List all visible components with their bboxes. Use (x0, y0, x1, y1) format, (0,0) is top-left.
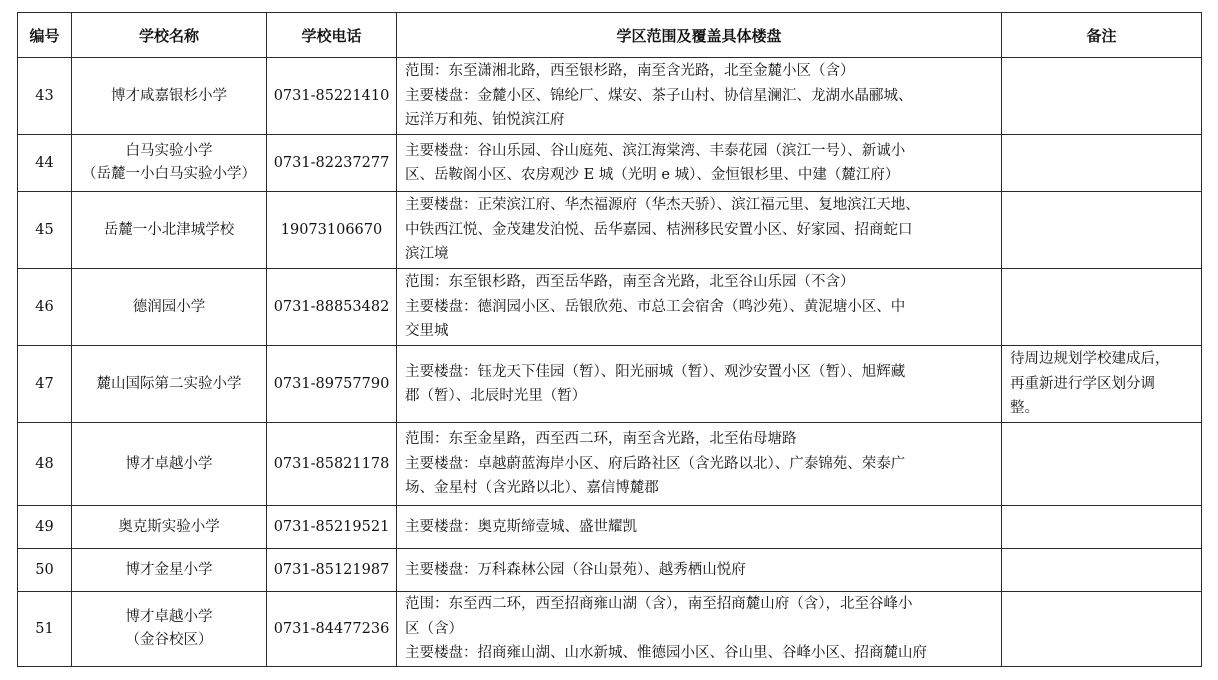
table-row (18, 423, 1202, 506)
header-district-scope: 学区范围及覆盖具体楼盘 (397, 13, 1002, 58)
scope-line: 范围：东至银杉路，西至岳华路，南至含光路，北至谷山乐园（不含） (405, 274, 855, 291)
school-name (72, 549, 267, 592)
district-scope (397, 549, 1002, 592)
school-name-line: 博才咸嘉银杉小学 (111, 87, 227, 104)
district-scope (397, 269, 1002, 346)
district-scope (397, 192, 1002, 269)
school-name (72, 58, 267, 135)
school-name-line: 白马实验小学 (125, 143, 213, 159)
scope-line: 远洋万和苑、铂悦滨江府 (405, 112, 565, 129)
school-phone: 19073106670 (267, 192, 397, 269)
header-number: 编号 (18, 13, 72, 58)
school-phone: 0731-88853482 (267, 269, 397, 346)
school-name (72, 346, 267, 423)
school-name (72, 269, 267, 346)
district-scope (397, 346, 1002, 423)
school-name-line: 德润园小学 (132, 298, 206, 315)
remarks-cell (1002, 269, 1202, 346)
header-school-phone: 学校电话 (267, 13, 397, 58)
school-name (72, 506, 267, 549)
scope-line: 区、岳鞍阁小区、农房观沙 E 城（光明 e 城）、金恒银杉里、中建（麓江府） (405, 167, 900, 183)
school-phone: 0731-85221410 (267, 58, 397, 135)
row-number: 44 (18, 135, 72, 192)
row-number: 43 (18, 58, 72, 135)
scope-line: 滨江境 (405, 246, 449, 263)
row-number: 46 (18, 269, 72, 346)
scope-line: 主要楼盘：卓越蔚蓝海岸小区、府后路社区（含光路以北）、广泰锦苑、荣泰广 (405, 455, 906, 472)
table-row (18, 346, 1202, 423)
scope-line: 主要楼盘：万科森林公园（谷山景苑）、越秀栖山悦府 (405, 561, 746, 578)
school-name-line: （岳麓一小白马实验小学） (82, 166, 256, 182)
scope-line: 主要楼盘：谷山乐园、谷山庭苑、滨江海棠湾、丰泰花园（滨江一号）、新诚小 (405, 142, 906, 159)
scope-line: 主要楼盘：奥克斯缔壹城、盛世耀凯 (405, 518, 637, 535)
school-phone: 0731-85219521 (267, 506, 397, 549)
school-name (72, 592, 267, 667)
district-scope (397, 592, 1002, 667)
school-name-line: 岳麓一小北津城学校 (103, 221, 235, 238)
school-name (72, 135, 267, 192)
school-phone: 0731-82237277 (267, 135, 397, 192)
district-scope (397, 135, 1002, 192)
row-number: 45 (18, 192, 72, 269)
scope-line: 主要楼盘：德润园小区、岳银欣苑、市总工会宿舍（鸣沙苑）、黄泥塘小区、中 (405, 298, 906, 315)
table-row (18, 192, 1202, 269)
remarks-cell (1002, 592, 1202, 667)
school-name (72, 192, 267, 269)
remarks-cell (1002, 58, 1202, 135)
scope-line: 主要楼盘：金麓小区、锦纶厂、煤安、茶子山村、协信星澜汇、龙湖水晶郦城、 (405, 87, 913, 104)
header-remarks: 备注 (1002, 13, 1202, 58)
remarks-cell (1002, 423, 1202, 506)
table-row (18, 592, 1202, 667)
table-row (18, 135, 1202, 192)
table-row (18, 506, 1202, 549)
scope-line: 主要楼盘：招商雍山湖、山水新城、惟德园小区、谷山里、谷峰小区、招商麓山府 (405, 645, 927, 662)
remarks-cell (1002, 506, 1202, 549)
table-row (18, 269, 1202, 346)
scope-line: 范围：东至金星路，西至西二环，南至含光路，北至佑母塘路 (405, 431, 797, 448)
district-scope (397, 58, 1002, 135)
scope-line: 范围：东至潇湘北路，西至银杉路，南至含光路，北至金麓小区（含） (405, 63, 855, 80)
scope-line: 范围：东至西二环，西至招商雍山湖（含），南至招商麓山府（含），北至谷峰小 (405, 596, 913, 613)
row-number: 50 (18, 549, 72, 592)
school-phone: 0731-89757790 (267, 346, 397, 423)
remarks-cell (1002, 549, 1202, 592)
school-phone: 0731-85121987 (267, 549, 397, 592)
school-name-line: 博才卓越小学 (125, 609, 213, 625)
header-school-name: 学校名称 (72, 13, 267, 58)
school-name-line: 博才金星小学 (125, 561, 213, 578)
scope-line: 区（含） (405, 620, 463, 637)
row-number: 47 (18, 346, 72, 423)
scope-line: 中铁西江悦、金茂建发泊悦、岳华嘉园、桔洲移民安置小区、好家园、招商蛇口 (405, 221, 913, 238)
scope-line: 交里城 (405, 323, 449, 340)
school-name-line: 麓山国际第二实验小学 (96, 375, 242, 392)
table-row (18, 58, 1202, 135)
row-number: 51 (18, 592, 72, 667)
scope-line: 场、金星村（含光路以北）、嘉信博麓郡 (405, 480, 659, 497)
table-row (18, 549, 1202, 592)
remarks-line: 再重新进行学区划分调 (1010, 375, 1155, 392)
remarks-cell (1002, 135, 1202, 192)
row-number: 49 (18, 506, 72, 549)
remarks-cell (1002, 192, 1202, 269)
district-scope (397, 506, 1002, 549)
remarks-cell (1002, 346, 1202, 423)
school-phone: 0731-84477236 (267, 592, 397, 667)
scope-line: 主要楼盘：正荣滨江府、华杰福源府（华杰天骄）、滨江福元里、复地滨江天地、 (405, 197, 920, 214)
school-name-line: （金谷校区） (125, 632, 213, 648)
school-name (72, 423, 267, 506)
school-district-table (17, 12, 1202, 667)
scope-line: 主要楼盘：钰龙天下佳园（暂）、阳光丽城（暂）、观沙安置小区（暂）、旭辉藏 (405, 363, 906, 380)
row-number: 48 (18, 423, 72, 506)
remarks-line: 待周边规划学校建成后， (1010, 351, 1170, 368)
scope-line: 郡（暂）、北辰时光里（暂） (405, 388, 587, 404)
district-scope (397, 423, 1002, 506)
remarks-line: 整。 (1010, 400, 1039, 417)
header-row (18, 13, 1202, 58)
school-phone: 0731-85821178 (267, 423, 397, 506)
school-name-line: 博才卓越小学 (125, 455, 213, 472)
school-name-line: 奥克斯实验小学 (118, 518, 220, 535)
